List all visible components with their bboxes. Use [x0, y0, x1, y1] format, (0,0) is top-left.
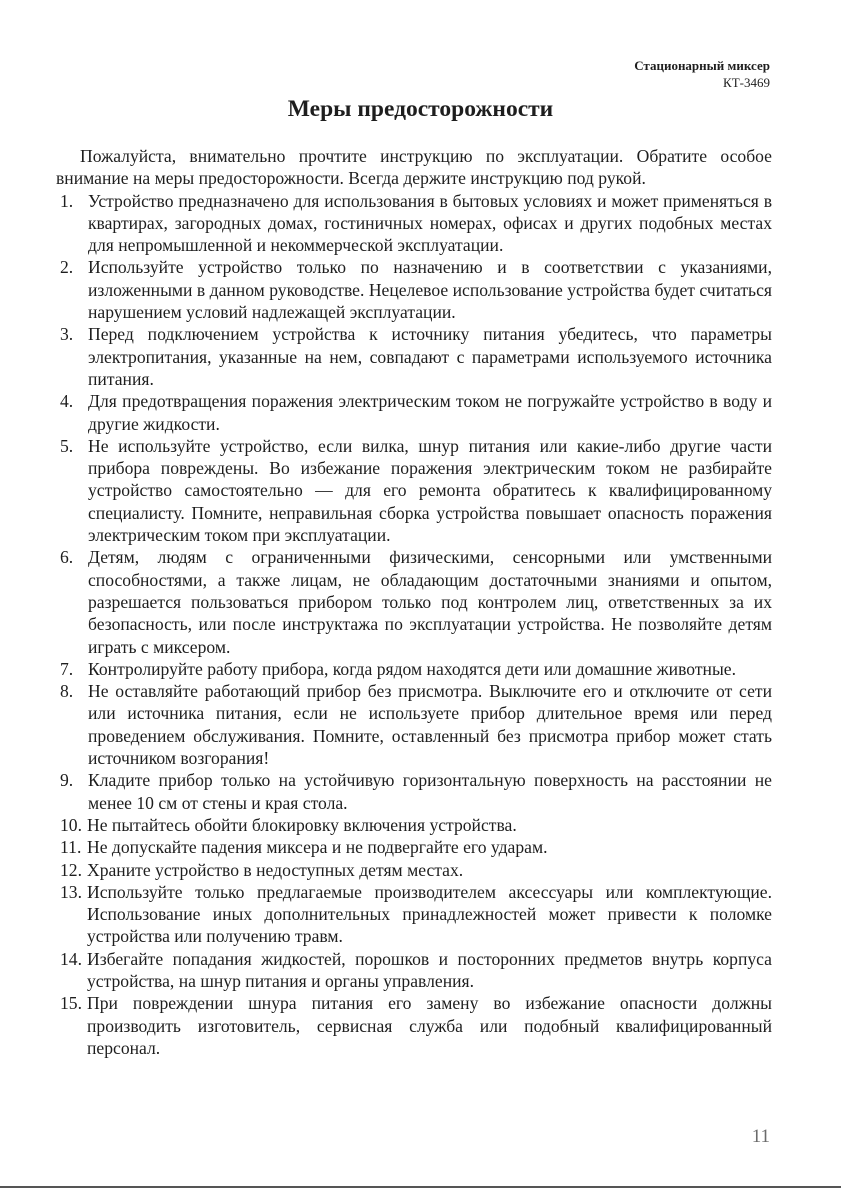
- list-item: [60, 323, 772, 390]
- list-item: [60, 992, 772, 1059]
- item-text: Кладите прибор только на устойчивую горизонтальную поверхность на расстоянии не менее 10 см от стены и края стола.: [88, 770, 772, 813]
- list-item: [60, 680, 772, 769]
- item-number: 10.: [60, 814, 82, 835]
- list-item: [60, 836, 772, 858]
- item-text: Используйте только предлагаемые производителем аксессуары или комплектующие. Использование иных дополнительных принадлежностей может привести к поломке устройства или получению травм.: [87, 881, 772, 947]
- item-text: Для предотвращения поражения электрическим током не погружайте устройство в воду и другие жидкости.: [88, 391, 772, 434]
- item-text: Используйте устройство только по назначению и в соответствии с указаниями, изложенными в данном руководстве. Нецелевое использование устройства будет считаться нарушением условий надлежащей эксплуатации.: [88, 257, 772, 323]
- header-model-code: КТ-3469: [723, 75, 770, 90]
- item-number: 6.: [60, 547, 74, 568]
- page-number: 11: [751, 1126, 770, 1147]
- intro-paragraph: Пожалуйста, внимательно прочтите инструкцию по эксплуатации. Обратите особое внимание на меры предосторожности. Всегда держите инструкцию под рукой.: [56, 146, 772, 189]
- item-text: Контролируйте работу прибора, когда рядом находятся дети или домашние животные.: [88, 658, 736, 679]
- safety-rules-list: [60, 190, 772, 1060]
- item-number: 12.: [60, 859, 82, 880]
- item-text: Храните устройство в недоступных детям местах.: [87, 859, 464, 880]
- item-number: 3.: [60, 324, 74, 345]
- item-number: 14.: [60, 948, 82, 969]
- item-number: 7.: [60, 658, 74, 679]
- page-bottom-border: [0, 1186, 841, 1188]
- item-text: Не пытайтесь обойти блокировку включения устройства.: [87, 814, 517, 835]
- item-text: При повреждении шнура питания его замену во избежание опасности должны производить изготовитель, сервисная служба или подобный квалифицированный персонал.: [87, 993, 772, 1058]
- list-item: [60, 769, 772, 814]
- item-number: 9.: [60, 770, 74, 791]
- item-text: Не оставляйте работающий прибор без присмотра. Выключите его и отключите от сети или источника питания, если не используете прибор длительное время или перед проведением обслуживания. Помните, оставленный без присмотра прибор может стать источником возгорания!: [88, 681, 772, 769]
- list-item: [60, 256, 772, 323]
- item-number: 13.: [60, 881, 82, 902]
- list-item: [60, 658, 772, 680]
- item-text: Детям, людям с ограниченными физическими, сенсорными или умственными способностями, а также лицам, не обладающим достаточными знаниями и опытом, разрешается пользоваться прибором только под контролем лиц, ответственных за их безопасность, или после инструктажа по эксплуатации устройства. Не позволяйте детям играть с миксером.: [88, 547, 772, 657]
- item-text: Не используйте устройство, если вилка, шнур питания или какие-либо другие части прибора повреждены. Во избежание поражения электрическим током не разбирайте устройство самостоятельно — для его ремонта обратитесь к квалифицированному специалисту. Помните, неправильная сборка устройства повышает опасность поражения электрическим током при эксплуатации.: [88, 435, 772, 546]
- item-number: 1.: [60, 190, 74, 211]
- item-number: 8.: [60, 681, 74, 702]
- item-text: Избегайте попадания жидкостей, порошков и посторонних предметов внутрь корпуса устройства, на шнур питания и органы управления.: [87, 948, 772, 991]
- list-item: [60, 546, 772, 657]
- page-title: Меры предосторожности: [287, 96, 554, 122]
- list-item: [60, 881, 772, 948]
- list-item: [60, 435, 772, 546]
- item-number: 5.: [60, 435, 74, 456]
- item-text: Перед подключением устройства к источнику питания убедитесь, что параметры электропитания, указанные на нем, совпадают с параметрами используемого источника питания.: [88, 324, 772, 389]
- list-item: [60, 814, 772, 836]
- running-header: [634, 57, 770, 91]
- header-product-name: Стационарный миксер: [634, 58, 770, 73]
- item-number: 4.: [60, 391, 74, 412]
- item-number: 15.: [60, 993, 82, 1014]
- list-item: [60, 948, 772, 993]
- item-number: 11.: [60, 837, 82, 858]
- item-number: 2.: [60, 257, 74, 278]
- list-item: [60, 859, 772, 881]
- list-item: [60, 390, 772, 435]
- list-item: [60, 190, 772, 257]
- body-text: [56, 145, 772, 1059]
- item-text: Устройство предназначено для использования в бытовых условиях и может применяться в квартирах, загородных домах, гостиничных номерах, офисах и других подобных местах для непромышленной и некоммерческой эксплуатации.: [88, 190, 772, 256]
- item-text: Не допускайте падения миксера и не подвергайте его ударам.: [87, 837, 548, 858]
